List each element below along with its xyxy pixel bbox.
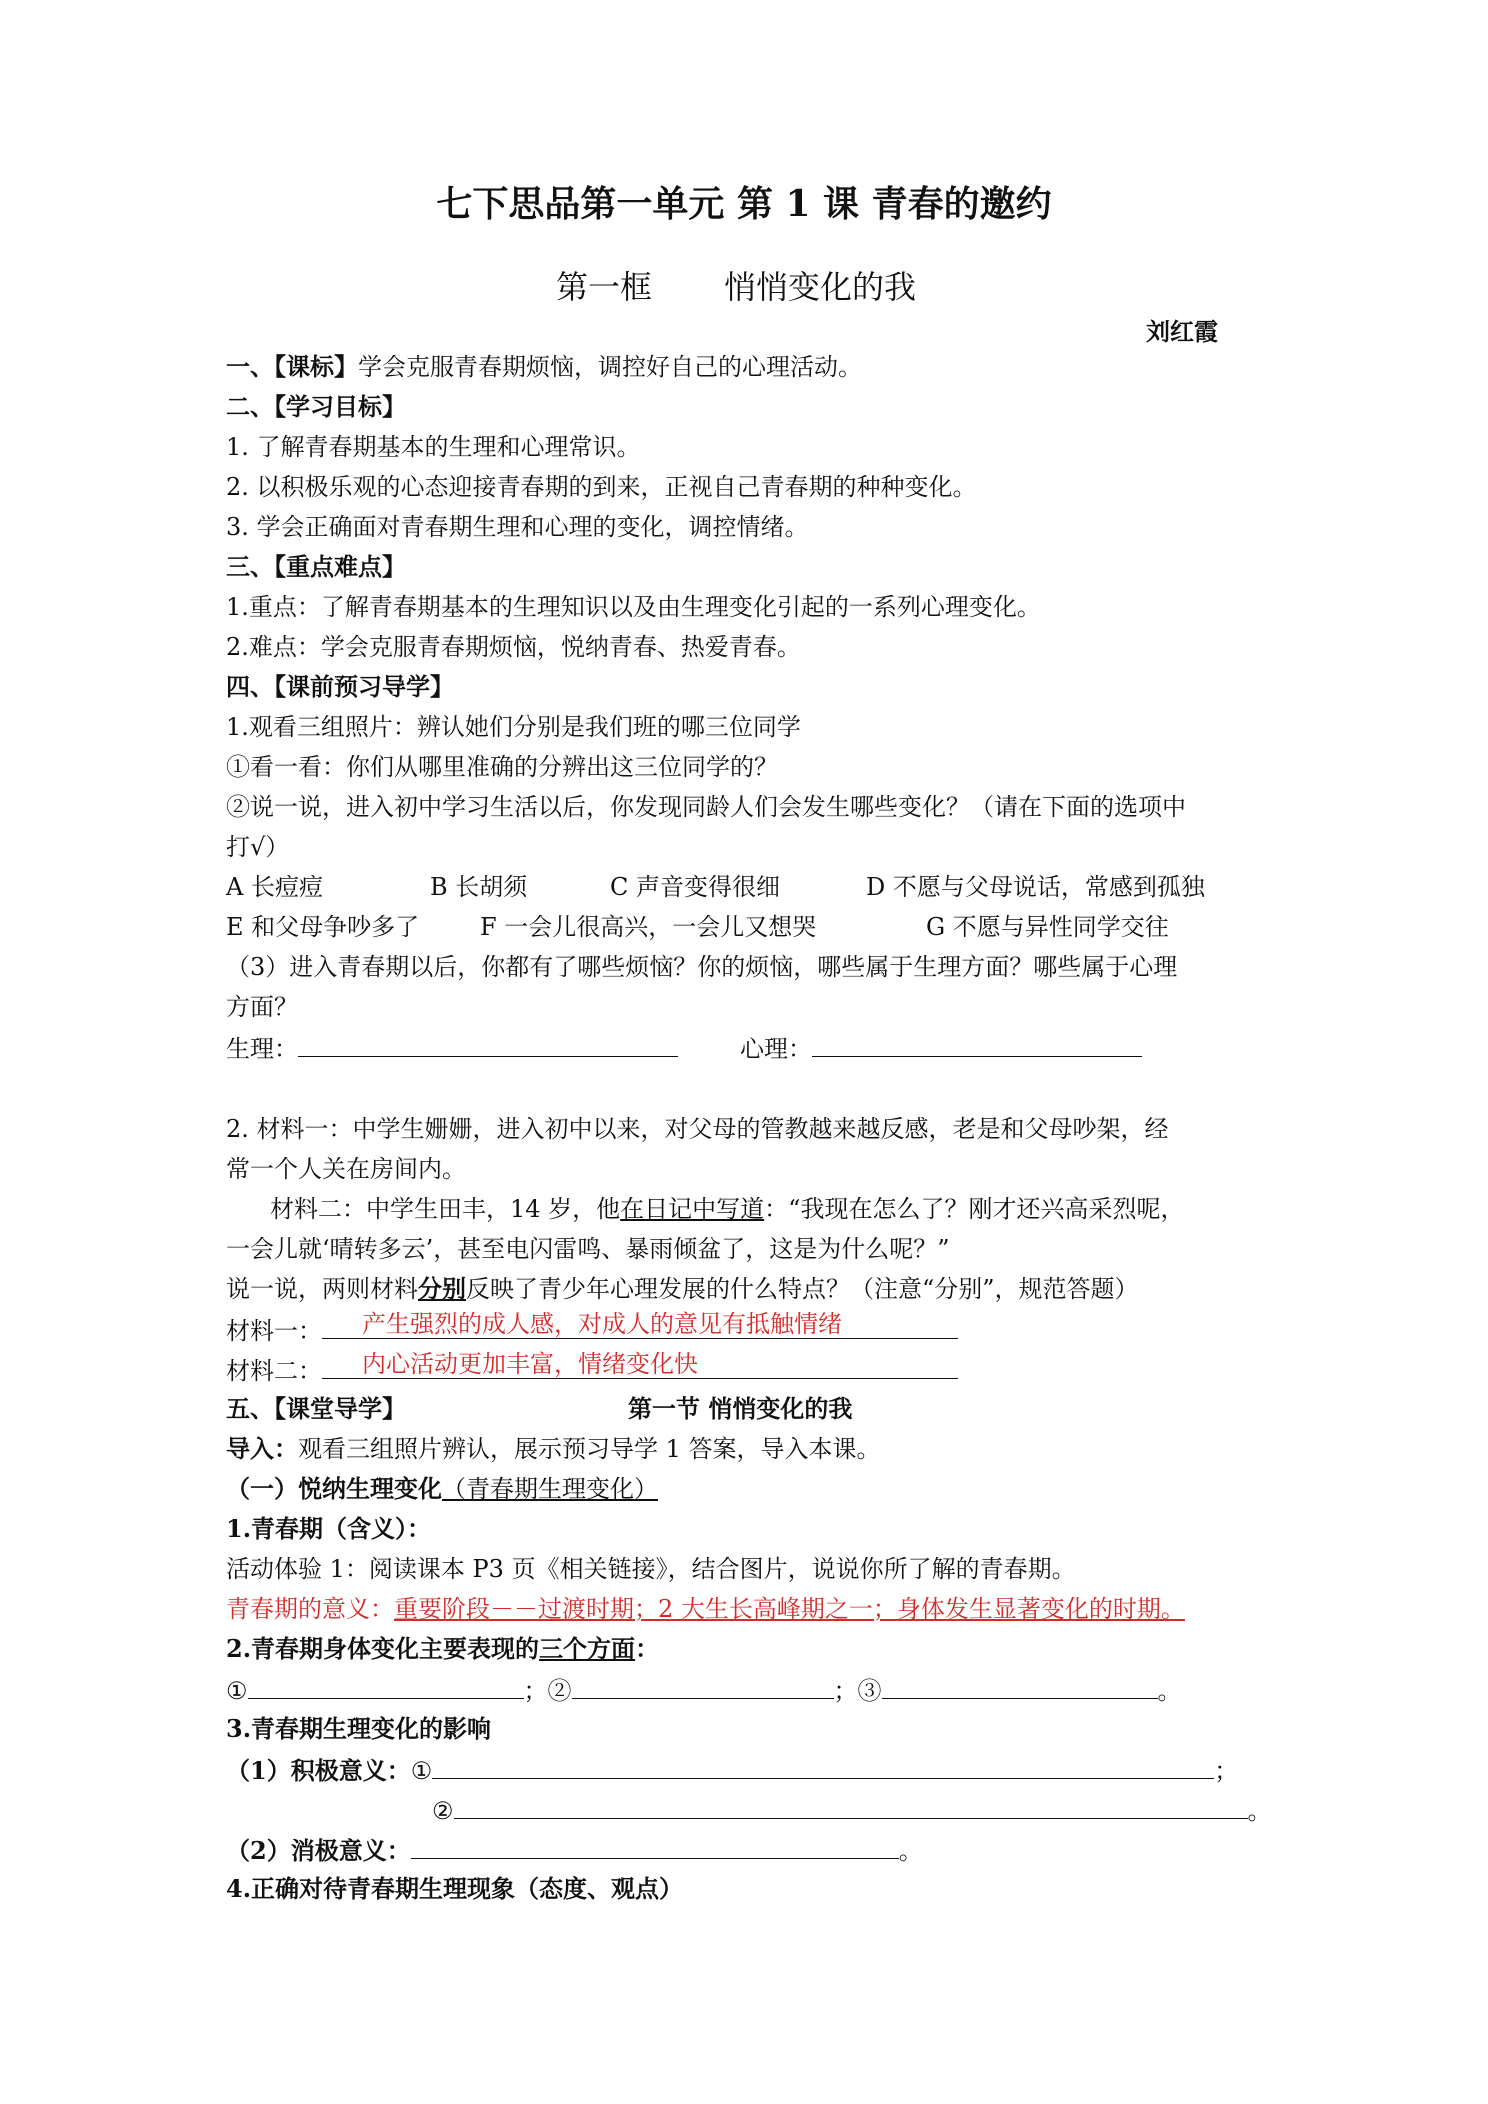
fill-blank-line [226,1672,1182,1708]
point-heading [226,1632,659,1666]
physio-label: 生理： [226,1035,298,1063]
punctuation: 。 [898,1837,923,1865]
circled-number: ；② [523,1677,572,1705]
psych-label: 心理： [740,1035,812,1063]
underlined-text: 在日记中写道 [620,1195,765,1223]
positive-line [432,1792,1272,1828]
option-g: G 不愿与异性同学交往 [926,913,1169,941]
positive-blank-1[interactable] [432,1752,1214,1779]
section-heading: 五、【课堂导学】 [226,1394,406,1423]
underlined-text: 分别 [418,1274,466,1303]
negative-blank[interactable] [411,1832,899,1859]
physio-answer-line [226,1030,678,1066]
meaning-label: 青春期的意义： [226,1595,394,1623]
punctuation: 。 [1247,1797,1272,1825]
blank-3[interactable] [882,1672,1158,1699]
psych-blank[interactable] [812,1030,1142,1057]
negative-label: （2）消极意义： [226,1836,411,1865]
circled-number: ；③ [833,1677,882,1705]
point-heading: 3.青春期生理变化的影响 [226,1714,492,1743]
underlined-text: （青春期生理变化） [442,1475,658,1503]
answer-label: 材料二： [226,1357,322,1385]
section-title: 第一节 悄悄变化的我 [628,1394,853,1423]
option-e: E 和父母争吵多了 [226,913,420,941]
list-item: 1. 了解青春期基本的生理和心理常识。 [226,433,641,461]
question-part: 反映了青少年心理发展的什么特点？（注意“分别”，规范答题） [466,1275,1139,1303]
blank-2[interactable] [572,1672,834,1699]
list-item: 2.难点：学会克服青春期烦恼，悦纳青春、热爱青春。 [226,633,801,661]
list-item: 1.重点：了解青春期基本的生理知识以及由生理变化引起的一系列心理变化。 [226,593,1041,621]
point-heading: 1.青春期（含义）： [226,1514,432,1543]
negative-line [226,1832,923,1868]
activity-text: 活动体验 1：阅读课本 P3 页《相关链接》，结合图片，说说你所了解的青春期。 [226,1555,1076,1583]
meaning-line [226,1592,1185,1626]
point-heading: 4.正确对待青春期生理现象（态度、观点） [226,1874,684,1903]
question-part: 说一说，两则材料 [226,1275,418,1303]
punctuation: ； [1214,1757,1239,1785]
intro-text: 观看三组照片辨认，展示预习导学 1 答案，导入本课。 [298,1435,881,1463]
positive-label: （1）积极意义： [226,1756,411,1785]
material-text: 2. 材料一：中学生姗姗，进入初中以来，对父母的管教越来越反感，老是和父母吵架，经 [226,1115,1169,1143]
answer-line [226,1312,958,1348]
list-item: 3. 学会正确面对青春期生理和心理的变化，调控情绪。 [226,513,809,541]
physio-blank[interactable] [298,1030,678,1057]
part-heading [226,1472,658,1506]
punctuation: 。 [1157,1677,1182,1705]
standard-line [226,350,862,384]
material-text: 常一个人关在房间内。 [226,1155,466,1183]
intro-label: 导入： [226,1434,298,1463]
subtitle-frame: 第一框 [556,268,653,306]
answer-blank[interactable] [322,1352,958,1379]
circled-number: ② [432,1797,454,1825]
circled-number: ① [410,1757,433,1785]
point-text: 2.青春期身体变化主要表现的 [226,1634,540,1663]
point-text: ： [635,1634,660,1663]
question-text: （3）进入青春期以后，你都有了哪些烦恼？你的烦恼，哪些属于生理方面？哪些属于心理 [226,953,1178,981]
option-a: A 长痘痘 [226,873,323,901]
material-text [270,1192,1184,1226]
answer-label: 材料一： [226,1317,322,1345]
answer-text: 产生强烈的成人感，对成人的意见有抵触情绪 [362,1310,842,1338]
question-text: 方面？ [226,993,298,1021]
part-title: （一）悦纳生理变化 [226,1474,442,1503]
circled-number: ① [226,1677,248,1705]
option-f: F 一会儿很高兴，一会儿又想哭 [480,913,817,941]
meaning-text: 重要阶段－－过渡时期；2 大生长高峰期之一；身体发生显著变化的时期。 [394,1595,1185,1623]
material-text: 一会儿就‘晴转多云’，甚至电闪雷鸣、暴雨倾盆了，这是为什么呢？” [226,1235,950,1263]
answer-line [226,1352,958,1388]
positive-blank-2[interactable] [454,1792,1248,1819]
question-text: ②说一说，进入初中学习生活以后，你发现同龄人们会发生哪些变化？（请在下面的选项中 [226,793,1186,821]
author-name: 刘红霞 [1146,317,1218,346]
question-text: 1.观看三组照片：辨认她们分别是我们班的哪三位同学 [226,713,801,741]
intro-line [226,1432,881,1466]
option-b: B 长胡须 [430,873,528,901]
page-subtitle [556,262,916,308]
question-text: ①看一看：你们从哪里准确的分辨出这三位同学的？ [226,753,778,781]
underlined-text: 三个方面 [539,1634,636,1663]
blank-1[interactable] [248,1672,524,1699]
positive-line [226,1752,1238,1788]
answer-text: 内心活动更加丰富，情绪变化快 [362,1350,698,1378]
option-c: C 声音变得很细 [610,873,780,901]
subtitle-topic: 悄悄变化的我 [724,268,917,306]
material-text-part: ：“我现在怎么了？刚才还兴高采烈呢， [764,1195,1185,1223]
section-heading: 二、【学习目标】 [226,392,406,421]
section-heading: 三、【重点难点】 [226,552,406,581]
option-d: D 不愿与父母说话，常感到孤独 [866,873,1205,901]
section-heading: 一、【课标】 [226,352,358,381]
list-item: 2. 以积极乐观的心态迎接青春期的到来，正视自己青春期的种种变化。 [226,473,977,501]
standard-text: 学会克服青春期烦恼，调控好自己的心理活动。 [358,353,862,381]
question-text [226,1272,1139,1306]
answer-blank[interactable] [322,1312,958,1339]
material-text-part: 材料二：中学生田丰，14 岁，他 [270,1195,621,1223]
page-title: 七下思品第一单元 第 1 课 青春的邀约 [436,183,1052,225]
question-text: 打√） [226,833,290,861]
section-heading: 四、【课前预习导学】 [226,672,454,701]
psych-answer-line [740,1030,1142,1066]
